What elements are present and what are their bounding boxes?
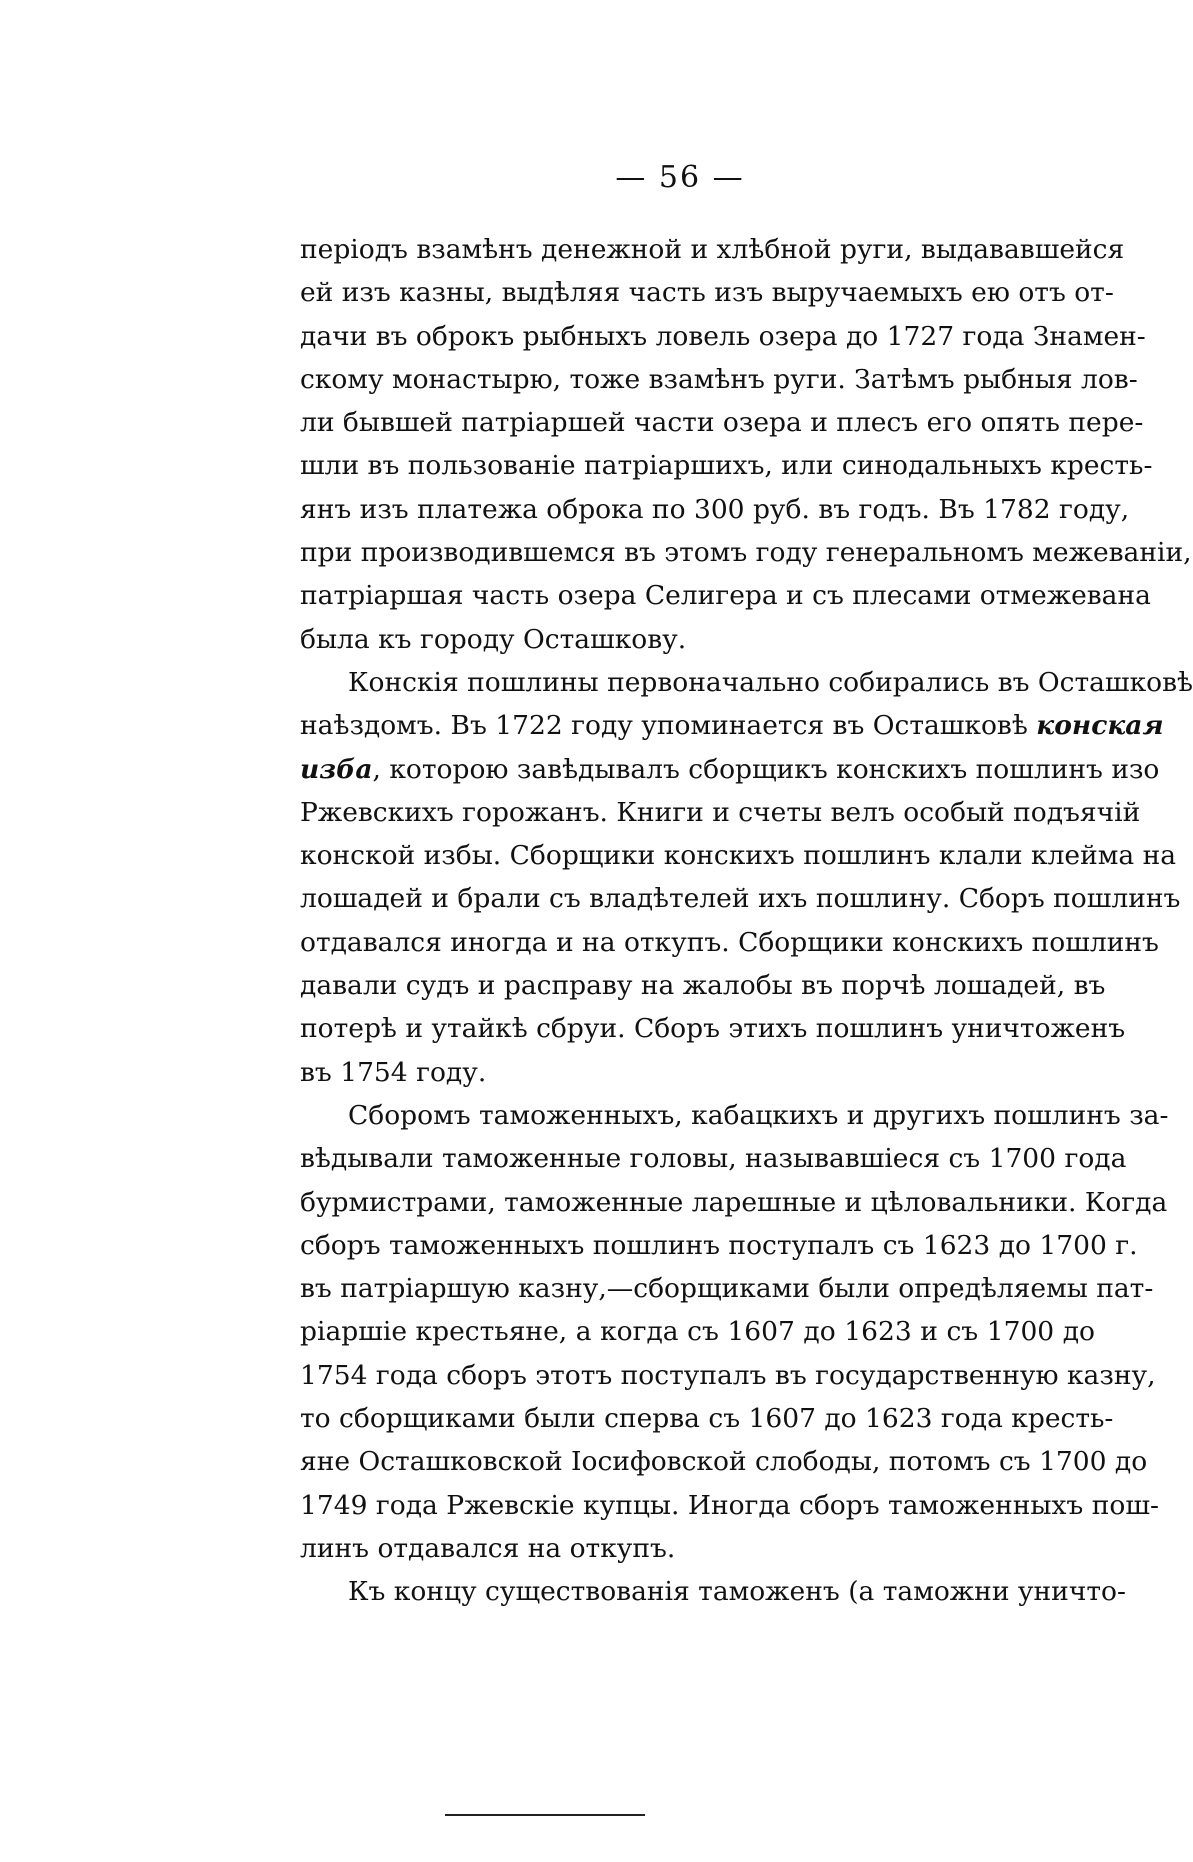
text-line: яне Осташковской Іосифовской слободы, потомъ съ 1700 до <box>300 1446 1148 1478</box>
text-line: давали судъ и расправу на жалобы въ порчѣ лошадей, въ <box>300 970 1106 1002</box>
text-line: конской избы. Сборщики конскихъ пошлинъ клали клейма на <box>300 840 1177 872</box>
text-line: шли въ пользованіе патріаршихъ, или синодальныхъ кресть- <box>300 450 1153 482</box>
italic-term: конская <box>1036 710 1164 742</box>
text-line: ли бывшей патріаршей части озера и плесъ его опять пере- <box>300 407 1144 439</box>
text-line: янъ изъ платежа оброка по 300 руб. въ годъ. Въ 1782 году, <box>300 493 1130 525</box>
text-line: потерѣ и утайкѣ сбруи. Сборъ этихъ пошлинъ уничтоженъ <box>300 1013 1126 1045</box>
paragraph <box>300 661 1193 1094</box>
text-line: Сборомъ таможенныхъ, кабацкихъ и другихъ пошлинъ за- <box>348 1099 1169 1131</box>
text-line: сборъ таможенныхъ пошлинъ поступалъ съ 1623 до 1700 г. <box>300 1229 1138 1261</box>
text-line: Конскія пошлины первоначально собирались въ Осташковѣ <box>348 666 1193 698</box>
text-line <box>300 748 1160 791</box>
page-body <box>300 228 1193 1614</box>
footer-rule <box>445 1814 645 1816</box>
text-line: то сборщиками были сперва съ 1607 до 1623 года кресть- <box>300 1403 1114 1435</box>
text-line: линъ отдавался на откупъ. <box>300 1532 676 1564</box>
text-line: при производившемся въ этомъ году генеральномъ межеваніи, <box>300 537 1192 569</box>
text-line: дачи въ оброкъ рыбныхъ ловель озера до 1727 года Знамен- <box>300 320 1146 352</box>
text-fragment: наѣздомъ. Въ 1722 году упоминается въ Осташковѣ <box>300 710 1028 742</box>
paragraph <box>300 228 1192 661</box>
text-line: вѣдывали таможенные головы, называвшіеся съ 1700 года <box>300 1143 1127 1175</box>
page-number: — 56 — <box>615 160 745 195</box>
text-line: періодъ взамѣнъ денежной и хлѣбной руги, выдававшейся <box>300 234 1125 265</box>
text-line: въ патріаршую казну,—сборщиками были опредѣляемы пат- <box>300 1273 1154 1305</box>
text-line: была къ городу Осташкову. <box>300 623 687 655</box>
text-line: патріаршая часть озера Селигера и съ плесами отмежевана <box>300 580 1151 612</box>
text-line: ріаршіе крестьяне, а когда съ 1607 до 1623 и съ 1700 до <box>300 1316 1095 1348</box>
paragraph <box>300 1094 1169 1570</box>
text-line: ей изъ казны, выдѣляя часть изъ выручаемыхъ ею отъ от- <box>300 277 1114 309</box>
text-line: Къ концу существованія таможенъ (а таможни уничто- <box>348 1576 1126 1608</box>
text-line: лошадей и брали съ владѣтелей ихъ пошлину. Сборъ пошлинъ <box>300 883 1181 915</box>
paragraph <box>300 1570 1126 1613</box>
italic-term: изба <box>300 753 373 785</box>
text-line: отдавался иногда и на откупъ. Сборщики конскихъ пошлинъ <box>300 926 1159 958</box>
text-fragment: , которою завѣдывалъ сборщикъ конскихъ пошлинъ изо <box>372 753 1160 785</box>
text-line: бурмистрами, таможенные ларешные и цѣловальники. Когда <box>300 1186 1168 1218</box>
text-line: въ 1754 году. <box>300 1056 487 1088</box>
text-line <box>300 704 1164 747</box>
text-line: 1749 года Ржевскіе купцы. Иногда сборъ таможенныхъ пош- <box>300 1489 1159 1521</box>
text-line: Ржевскихъ горожанъ. Книги и счеты велъ особый подъячій <box>300 796 1141 828</box>
text-line: 1754 года сборъ этотъ поступалъ въ государственную казну, <box>300 1359 1156 1391</box>
text-line: скому монастырю, тоже взамѣнъ руги. Затѣмъ рыбныя лов- <box>300 363 1138 395</box>
